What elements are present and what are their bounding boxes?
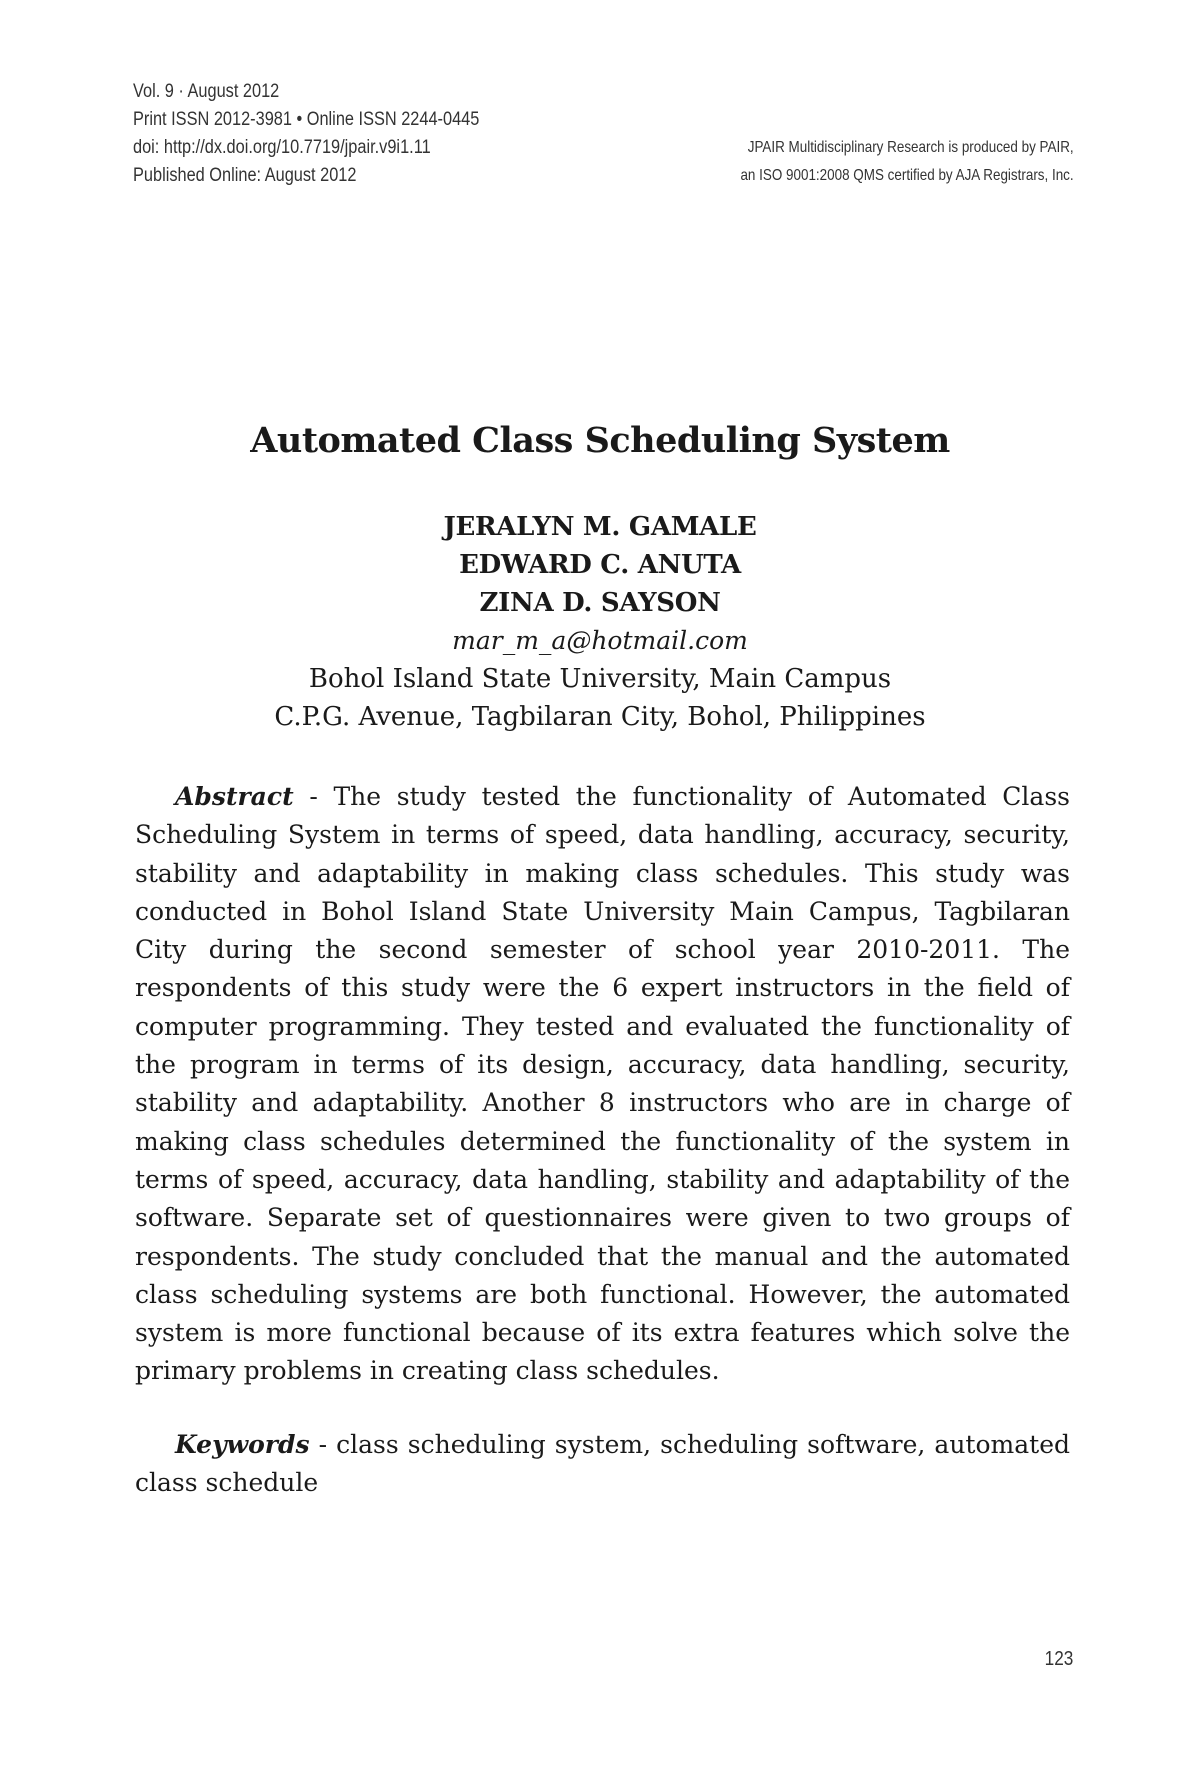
author-name: JERALYN M. GAMALE: [443, 512, 757, 542]
affiliation-line-1: Bohol Island State University, Main Campus: [308, 664, 892, 694]
doi-line: doi: http://dx.doi.org/10.7719/jpair.v9i1.11: [133, 137, 431, 158]
paper-title: Automated Class Scheduling System: [250, 420, 950, 461]
abstract-label: Abstract: [175, 782, 294, 811]
producer-line-2: an ISO 9001:2008 QMS certified by AJA Registrars, Inc.: [740, 167, 1074, 184]
journal-metadata: [133, 78, 479, 190]
author-email: mar_m_a@hotmail.com: [452, 626, 748, 655]
volume-line: Vol. 9 · August 2012: [133, 81, 280, 102]
abstract-paragraph: [135, 778, 1070, 1391]
keywords-paragraph: [135, 1426, 1070, 1503]
affiliation-line-2: C.P.G. Avenue, Tagbilaran City, Bohol, Philippines: [274, 702, 926, 732]
page-number: 123: [1044, 1648, 1073, 1670]
publisher-info: [741, 134, 1074, 190]
keywords-text: - class scheduling system, scheduling software, automated class schedule: [135, 1430, 1070, 1498]
issn-line: Print ISSN 2012-3981 • Online ISSN 2244-0445: [133, 109, 480, 130]
author-name: ZINA D. SAYSON: [479, 588, 721, 618]
abstract-text: - The study tested the functionality of Automated Class Scheduling System in terms of speed, data handling, accuracy, security, stability and adaptability in making class schedules. This study was conducted in Bohol Island State University Main Campus, Tagbilaran City during the second semester of school year 2010-2011. The respondents of this study were the 6 expert instructors in the field of computer programming. They tested and evaluated the functionality of the program in terms of its design, accuracy, data handling, security, stability and adaptability. Another 8 instructors who are in charge of making class schedules determined the functionality of the system in terms of speed, accuracy, data handling, stability and adaptability of the software. Separate set of questionnaires were given to two groups of respondents. The study concluded that the manual and the automated class scheduling systems are both functional. However, the automated system is more functional because of its extra features which solve the primary problems in creating class schedules.: [135, 782, 1070, 1386]
published-line: Published Online: August 2012: [133, 165, 357, 186]
keywords-label: Keywords: [175, 1430, 310, 1459]
producer-line-1: JPAIR Multidisciplinary Research is produced by PAIR,: [748, 139, 1074, 156]
author-name: EDWARD C. ANUTA: [459, 550, 741, 580]
author-block: [0, 508, 1200, 736]
